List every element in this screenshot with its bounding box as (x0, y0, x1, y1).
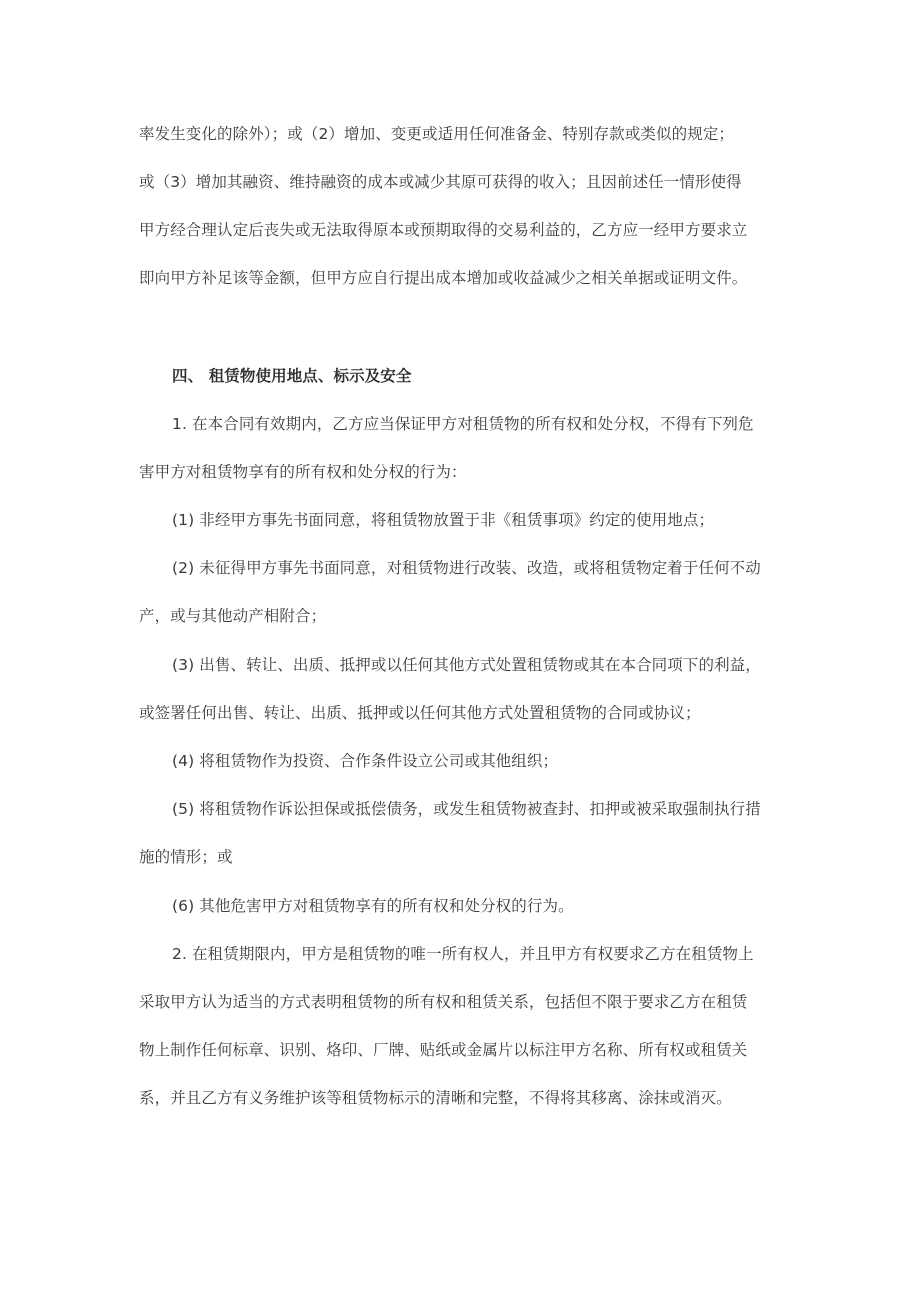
paragraph-line: 害甲方对租赁物享有的所有权和处分权的行为： (139, 463, 467, 481)
paragraph-line: 产，或与其他动产相附合； (139, 607, 327, 625)
list-item: (6) 其他危害甲方对租赁物享有的所有权和处分权的行为。 (172, 897, 574, 915)
paragraph-line: 或签署任何出售、转让、出质、抵押或以任何其他方式处置租赁物的合同或协议； (139, 704, 701, 722)
paragraph-line: 物上制作任何标章、识别、烙印、厂牌、贴纸或金属片以标注甲方名称、所有权或租赁关 (139, 1041, 748, 1059)
list-item: (4) 将租赁物作为投资、合作条件设立公司或其他组织； (172, 752, 559, 770)
paragraph-line: 1. 在本合同有效期内，乙方应当保证甲方对租赁物的所有权和处分权，不得有下列危 (172, 415, 754, 433)
paragraph-line: 施的情形；或 (139, 848, 233, 866)
paragraph-line: 即向甲方补足该等金额，但甲方应自行提出成本增加或收益减少之相关单据或证明文件。 (139, 269, 748, 287)
paragraph-line: 甲方经合理认定后丧失或无法取得原本或预期取得的交易利益的，乙方应一经甲方要求立 (139, 221, 748, 239)
paragraph-line: 或（3）增加其融资、维持融资的成本或减少其原可获得的收入；且因前述任一情形使得 (139, 173, 742, 191)
list-item: (5) 将租赁物作诉讼担保或抵偿债务，或发生租赁物被查封、扣押或被采取强制执行措 (172, 800, 761, 818)
paragraph-line: 系，并且乙方有义务维护该等租赁物标示的清晰和完整，不得将其移离、涂抹或消灭。 (139, 1089, 732, 1107)
list-item: (3) 出售、转让、出质、抵押或以任何其他方式处置租赁物或其在本合同项下的利益， (172, 656, 761, 674)
list-item: (2) 未征得甲方事先书面同意，对租赁物进行改装、改造，或将租赁物定着于任何不动 (172, 559, 761, 577)
list-item: (1) 非经甲方事先书面同意，将租赁物放置于非《租赁事项》约定的使用地点； (172, 511, 715, 529)
paragraph-line: 2. 在租赁期限内，甲方是租赁物的唯一所有权人，并且甲方有权要求乙方在租赁物上 (172, 945, 754, 963)
section-heading: 四、 租赁物使用地点、标示及安全 (172, 367, 412, 385)
paragraph-line: 采取甲方认为适当的方式表明租赁物的所有权和租赁关系，包括但不限于要求乙方在租赁 (139, 993, 748, 1011)
paragraph-line: 率发生变化的除外）；或（2）增加、变更或适用任何准备金、特别存款或类似的规定； (139, 125, 735, 143)
